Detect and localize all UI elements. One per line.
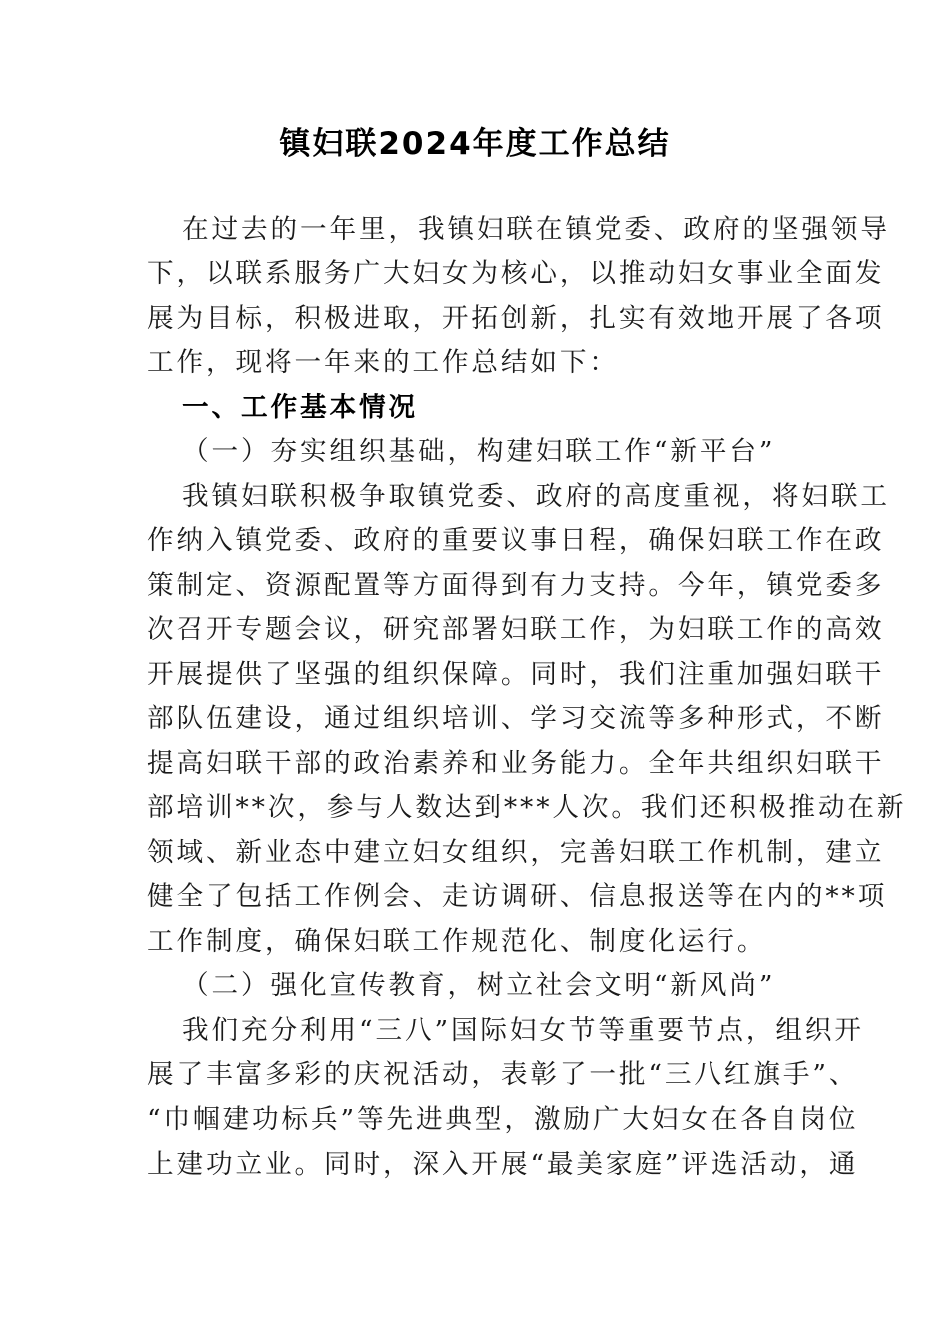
subsection-heading-1: （一）夯实组织基础，构建妇联工作“新平台” [182,436,776,467]
paragraph-line: 上建功立业。同时，深入开展“最美家庭”评选活动，通 [147,1149,859,1180]
paragraph-line: 展了丰富多彩的庆祝活动，表彰了一批“三八红旗手”、 [147,1059,859,1090]
paragraph-line: 领域、新业态中建立妇女组织，完善妇联工作机制，建立 [147,837,885,868]
paragraph-line: 我们充分利用“三八”国际妇女节等重要节点，组织开 [182,1015,864,1046]
paragraph-line: 次召开专题会议，研究部署妇联工作，为妇联工作的高效 [147,614,885,645]
section-heading-1: 一、工作基本情况 [182,392,418,423]
document-title: 镇妇联2024年度工作总结 [279,126,671,162]
intro-paragraph-line: 在过去的一年里，我镇妇联在镇党委、政府的坚强领导 [182,214,890,245]
paragraph-line: 工作制度，确保妇联工作规范化、制度化运行。 [147,926,767,957]
paragraph-line: 我镇妇联积极争取镇党委、政府的高度重视，将妇联工 [182,481,890,512]
intro-paragraph-line: 工作，现将一年来的工作总结如下： [147,347,619,378]
subsection-heading-2: （二）强化宣传教育，树立社会文明“新风尚” [182,970,776,1001]
paragraph-line: 作纳入镇党委、政府的重要议事日程，确保妇联工作在政 [147,525,885,556]
paragraph-line: 开展提供了坚强的组织保障。同时，我们注重加强妇联干 [147,659,885,690]
paragraph-line: “巾帼建功标兵”等先进典型，激励广大妇女在各自岗位 [147,1104,859,1135]
paragraph-line: 部培训**次，参与人数达到***人次。我们还积极推动在新 [147,792,907,823]
paragraph-line: 部队伍建设，通过组织培训、学习交流等多种形式，不断 [147,703,885,734]
paragraph-line: 提高妇联干部的政治素养和业务能力。全年共组织妇联干 [147,748,885,779]
intro-paragraph-line: 下，以联系服务广大妇女为核心，以推动妇女事业全面发 [147,258,885,289]
paragraph-line: 策制定、资源配置等方面得到有力支持。今年，镇党委多 [147,570,885,601]
intro-paragraph-line: 展为目标，积极进取，开拓创新，扎实有效地开展了各项 [147,303,885,334]
paragraph-line: 健全了包括工作例会、走访调研、信息报送等在内的**项 [147,881,888,912]
